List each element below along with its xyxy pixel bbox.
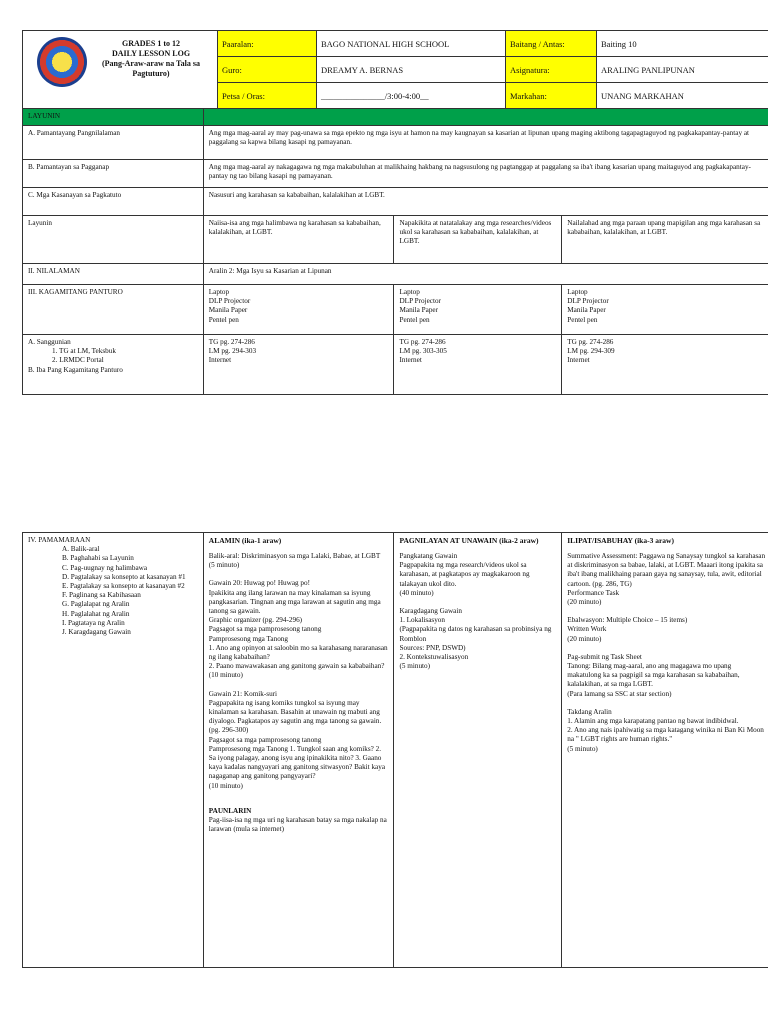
day-1-block-3: Gawain 21: Komik-suri Pagpapakita ng isang komiks tungkol sa isyung may kinalaman sa karahasan. Basahin at unawain ng mabuti ang diyalogo. Pagkatapos ay sagutin ang mga tanong sa gawain. (pg. 296-300) Pagsagot sa mga pamprosesong tanong Pamprosesong mga Tanong 1. Tungkol saan ang komiks? 2. Sa iyong palagay, anong isyu ang ipinakikita nito? 3. Gaano kaya kadalas nangyayari ang ganitong sitwasyon? Bakit kaya nagaganap ang ganitong pangyayari? (10 minuto) <box>208 689 386 790</box>
sanggunian-day-1: TG pg. 274-286 LM pg. 294-303 Internet <box>203 335 394 395</box>
deped-seal-icon <box>37 37 87 87</box>
step-item: A. Balik-aral <box>62 545 100 554</box>
sanggunian-day-3: TG pg. 274-286 LM pg. 294-309 Internet <box>562 335 768 395</box>
kagamitan-day-2: Laptop DLP Projector Manila Paper Pentel pen <box>394 285 562 335</box>
step-item: I. Pagtataya ng Aralin <box>62 618 125 627</box>
school-label: Paaralan: <box>218 31 317 57</box>
pamantayang-pangnilalaman-text: Ang mga mag-aaral ay may pag-unawa sa mga epekto ng mga isyu at hamon na may kaugnayan sa kasarian at lipunan upang maging aktibong tagapagtaguyod ng pagkakapantay-pantay at paggalang sa kapwa bilang kasapi ng pamayanan. <box>203 126 768 160</box>
pamantayan-pagganap-text: Ang mga mag-aaral ay nakagagawa ng mga makabuluhan at malikhaing hakbang na nagsusulong ng pagtanggap at paggalang sa iba't ibang kasarian upang maitaguyod ang pagkakapantay-pantay ng tao bilang kasapi ng pamayanan. <box>203 160 768 188</box>
header-logo-cell <box>23 31 218 109</box>
pamamaraan-cell <box>23 533 204 968</box>
layunin-header-fill <box>203 109 768 126</box>
day-3-block-1: Summative Assessment: Paggawa ng Sanaysay tungkol sa karahasan at diskriminasyon sa babae, lalaki, at LGBT. Maaari itong ipakita sa iba't ibang malikhaing paraan gaya ng sanaysay, tula, awit, editorial cartoon. (pg. 286, TG) Performance Task (20 minuto) <box>567 552 766 607</box>
kasanayan-text: Nasusuri ang karahasan sa kababaihan, kalalakihan at LGBT. <box>203 188 768 216</box>
kagamitan-label: III. KAGAMITANG PANTURO <box>23 285 204 335</box>
day-2-header: PAGNILAYAN AT UNAWAIN (ika-2 araw) <box>399 536 539 545</box>
layunin-day-1: Naiisa-isa ang mga halimbawa ng karahasan sa kababaihan, kalalakihan, at LGBT. <box>203 216 394 264</box>
nilalaman-text: Aralin 2: Mga Isyu sa Kasarian at Lipunan <box>203 264 768 285</box>
grade-value: Baiting 10 <box>597 31 768 57</box>
nilalaman-label: II. NILALAMAN <box>23 264 204 285</box>
subject-label: Asignatura: <box>506 57 597 83</box>
layunin-day-3: Nailalahad ang mga paraan upang mapigilan ang mga karahasan sa kababaihan, kalalakihan, at LGBT. <box>562 216 768 264</box>
sanggunian-cell <box>23 335 204 395</box>
kagamitan-day-1: Laptop DLP Projector Manila Paper Pentel pen <box>203 285 394 335</box>
day-2-block-2: Karagdagang Gawain 1. Lokalisasyon (Pagpapakita ng datos ng karahasan sa probinsiya ng Romblon Sources: PNP, DSWD) 2. Kontekstuwalisasyon (5 minuto) <box>399 607 552 671</box>
day-3-block-4: Takdang Aralin 1. Alamin ang mga karapatang pantao ng bawat indibidwal. 2. Ano ang nais ipahiwatig sa mga katagang winika ni Ban Ki Moon na " LGBT rights are human rights." (5 minuto) <box>567 707 764 753</box>
kasanayan-label: C. Mga Kasanayan sa Pagkatuto <box>23 188 204 216</box>
objectives-table <box>22 108 768 395</box>
subject-value: ARALING PANLIPUNAN <box>597 57 768 83</box>
grade-label: Baitang / Antas: <box>506 31 597 57</box>
title-line-3: (Pang-Araw-araw na Tala sa Pagtuturo) <box>101 59 200 78</box>
paunlarin-text: Pag-iisa-isa ng mga uri ng karahasan batay sa mga nakalap na larawan (mula sa internet) <box>208 816 387 834</box>
day-2-cell <box>394 533 562 968</box>
teacher-label: Guro: <box>218 57 317 83</box>
paunlarin-header: PAUNLARIN <box>208 806 252 815</box>
date-label: Petsa / Oras: <box>218 83 317 109</box>
step-item: H. Paglalahat ng Aralin <box>62 609 130 618</box>
day-1-header: ALAMIN (ika-1 araw) <box>208 536 282 545</box>
step-item: B. Paghahabi sa Layunin <box>62 554 134 563</box>
pamantayan-pagganap-label: B. Pamantayan sa Pagganap <box>23 160 204 188</box>
step-item: E. Pagtalakay sa konsepto at kasanayan #2 <box>62 582 185 591</box>
layunin-label: Layunin <box>23 216 204 264</box>
step-item: G. Paglalapat ng Aralin <box>62 600 130 609</box>
header-title <box>89 39 213 79</box>
step-item: D. Pagtalakay sa konsepto at kasanayan #1 <box>62 572 186 581</box>
quarter-value: UNANG MARKAHAN <box>597 83 768 109</box>
iba-pang-kagamitan-label: B. Iba Pang Kagamitang Panturo <box>28 365 123 374</box>
day-1-block-2: Gawain 20: Huwag po! Huwag po! Ipakikita ang ilang larawan na may kinalaman sa isyung pangkasarian. Tingnan ang mga larawan at sagutin ang mga tanong sa gawain. Graphic organizer (pg. 294-296) Pagsagot sa mga pamprosesong tanong Pamprosesong mga Tanong 1. Ano ang opinyon at saloobin mo sa karahasang nararanasan ng ilang kababaihan? 2. Paano mawawakasan ang ganitong gawain sa kababaihan? (10 minuto) <box>208 579 388 680</box>
procedure-table <box>22 532 768 968</box>
day-1-block-1: Balik-aral: Diskriminasyon sa mga Lalaki, Babae, at LGBT (5 minuto) <box>208 552 381 570</box>
pamamaraan-steps <box>28 545 198 637</box>
step-item: J. Karagdagang Gawain <box>62 628 131 637</box>
date-value: _______________/3:00-4:00__ <box>317 83 506 109</box>
title-line-1: GRADES 1 to 12 <box>121 39 180 48</box>
sanggunian-item-2: 2. LRMDC Portal <box>52 356 104 365</box>
sanggunian-day-2: TG pg. 274-286 LM pg. 303-305 Internet <box>394 335 562 395</box>
layunin-header: LAYUNIN <box>23 109 204 126</box>
step-item: F. Paglinang sa Kabihasaan <box>62 591 141 600</box>
teacher-value: DREAMY A. BERNAS <box>317 57 506 83</box>
sanggunian-item-1: 1. TG at LM, Teksbuk <box>52 347 116 356</box>
step-item: C. Pag-uugnay ng halimbawa <box>62 563 148 572</box>
day-2-block-1: Pangkatang Gawain Pagpapakita ng mga research/videos ukol sa karahasan, at pagkatapos ay magkakaroon ng talakayan ukol dito. (40 minuto) <box>399 552 530 597</box>
day-1-cell <box>203 533 394 968</box>
day-3-block-2: Ebalwasyon: Multiple Choice – 15 items) Written Work (20 minuto) <box>567 616 688 643</box>
school-value: BAGO NATIONAL HIGH SCHOOL <box>317 31 506 57</box>
pamantayang-pangnilalaman-label: A. Pamantayang Pangnilalaman <box>23 126 204 160</box>
pamamaraan-label: IV. PAMAMARAAN <box>28 536 91 544</box>
title-line-2: DAILY LESSON LOG <box>111 49 191 58</box>
kagamitan-day-3: Laptop DLP Projector Manila Paper Pentel pen <box>562 285 768 335</box>
layunin-day-2: Napakikita at natatalakay ang mga researches/videos ukol sa karahasan sa kababaihan, kalalakihan, at LGBT. <box>394 216 562 264</box>
day-3-cell <box>562 533 768 968</box>
header-table <box>22 30 768 109</box>
quarter-label: Markahan: <box>506 83 597 109</box>
day-3-block-3: Pag-submit ng Task Sheet Tanong: Bilang mag-aaral, ano ang magagawa mo upang makatulong ka sa pagpigil sa mga karahasan sa kababaihan, kalalakihan, at sa mga LGBT. (Para lamang sa SSC at star section) <box>567 652 740 698</box>
sanggunian-label: A. Sanggunian <box>28 338 71 346</box>
day-3-header: ILIPAT/ISABUHAY (ika-3 araw) <box>567 536 674 545</box>
